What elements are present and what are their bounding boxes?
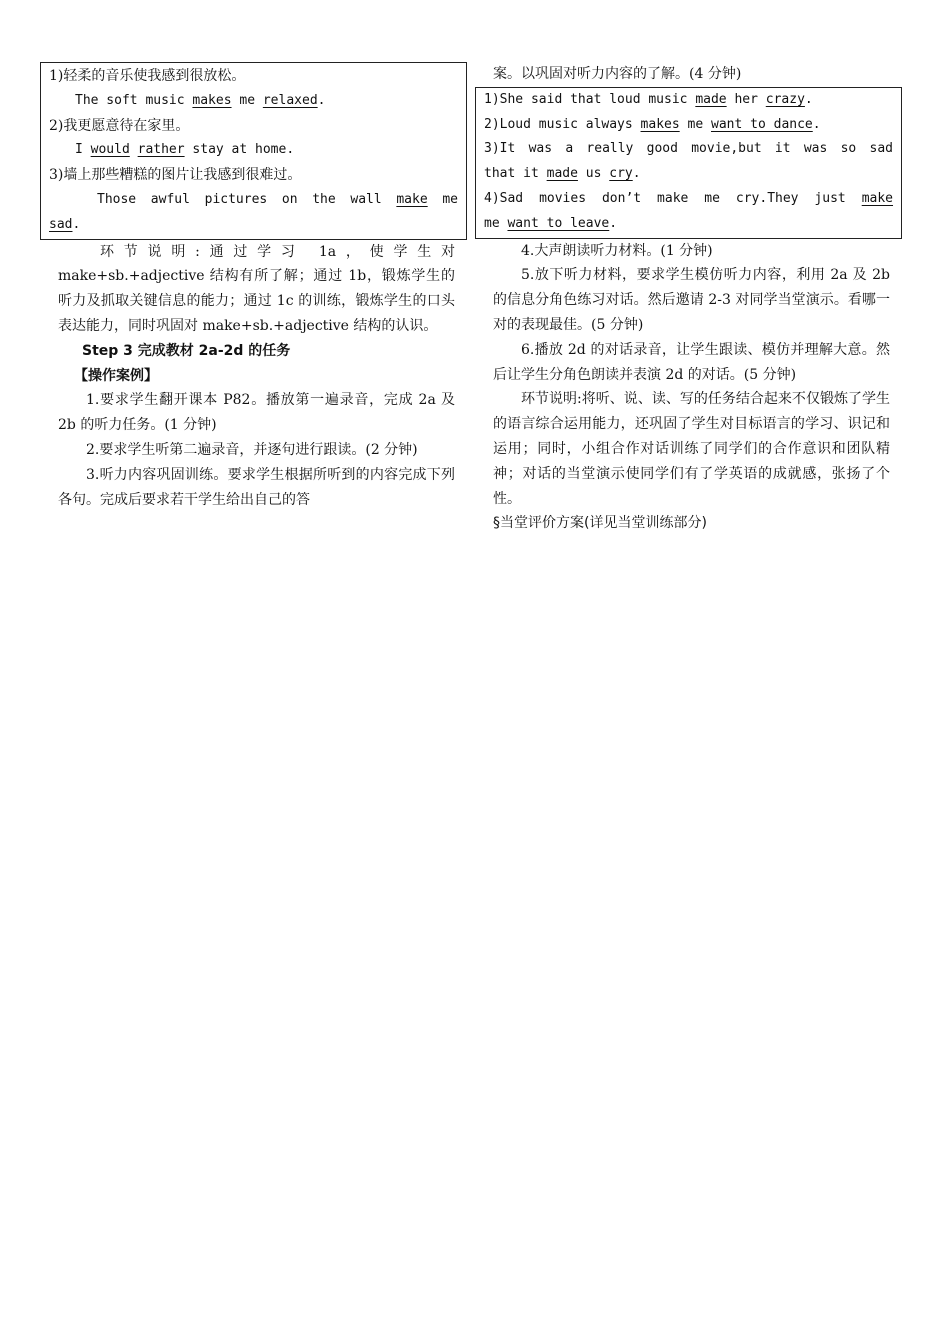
box-line: Those awful pictures on the wall make me [97, 191, 458, 207]
step-item: 3.听力内容巩固训练。要求学生根据所听到的内容完成下列各句。完成后要求若干学生给出自己的答 [58, 466, 455, 508]
box-line: 1)She said that loud music made her crazy. [484, 91, 813, 107]
right-column [475, 62, 902, 536]
box-line: 2)Loud music always makes me want to dance. [484, 116, 821, 132]
step-item: 2.要求学生听第二遍录音，并逐句进行跟读。(2 分钟) [86, 441, 418, 458]
step-item: 4.大声朗读听力材料。(1 分钟) [521, 242, 713, 259]
left-example-box [40, 62, 467, 240]
box-line: sad. [49, 216, 81, 232]
box-line: The soft music makes me relaxed. [75, 92, 326, 108]
section-note: 环节说明:通过学习 1a，使学生对 make+sb.+adjective 结构有所了解；通过 1b，锻炼学生的听力及抓取关键信息的能力；通过 1c 的训练，锻炼学生的口头表达能力，同时巩固对 make+sb.+adjective 结构的认识。 [58, 243, 455, 334]
section-note: 环节说明:将听、说、读、写的任务结合起来不仅锻炼了学生的语言综合运用能力，还巩固了学生对目标语言的学习、识记和运用；同时，小组合作对话训练了同学们的合作意识和团队精神；对话的当堂演示使同学们有了学英语的成就感，张扬了个性。 [493, 391, 890, 507]
continued-line: 案。以巩固对听力内容的了解。(4 分钟) [493, 66, 742, 82]
box-line: 4)Sad movies don’t make me cry.They just make [484, 190, 894, 206]
step-item: 1.要求学生翻开课本 P82。播放第一遍录音，完成 2a 及 2b 的听力任务。(1 分钟) [58, 392, 455, 434]
evaluation-line: §当堂评价方案(详见当堂训练部分) [493, 515, 707, 532]
box-line: 2)我更愿意待在家里。 [49, 117, 190, 134]
box-line: I would rather stay at home. [75, 142, 295, 158]
box-line: 3)墙上那些糟糕的图片让我感到很难过。 [49, 167, 302, 184]
left-column [40, 62, 467, 512]
box-line: 1)轻柔的音乐使我感到很放松。 [49, 68, 246, 84]
step-item: 6.播放 2d 的对话录音，让学生跟读、模仿并理解大意。然后让学生分角色朗读并表演 2d 的对话。(5 分钟) [493, 341, 890, 383]
box-line: me want to leave. [484, 215, 618, 231]
case-heading: 【操作案例】 [74, 367, 158, 384]
box-line: that it made us cry. [484, 166, 641, 182]
step-item: 5.放下听力材料，要求学生模仿听力内容，利用 2a 及 2b 的信息分角色练习对话。然后邀请 2-3 对同学当堂演示。看哪一对的表现最佳。(5 分钟) [493, 267, 890, 333]
step-heading: Step 3 完成教材 2a-2d 的任务 [82, 342, 291, 359]
box-line: 3)It was a really good movie,but it was so sad [484, 141, 893, 157]
right-example-box [475, 87, 902, 239]
